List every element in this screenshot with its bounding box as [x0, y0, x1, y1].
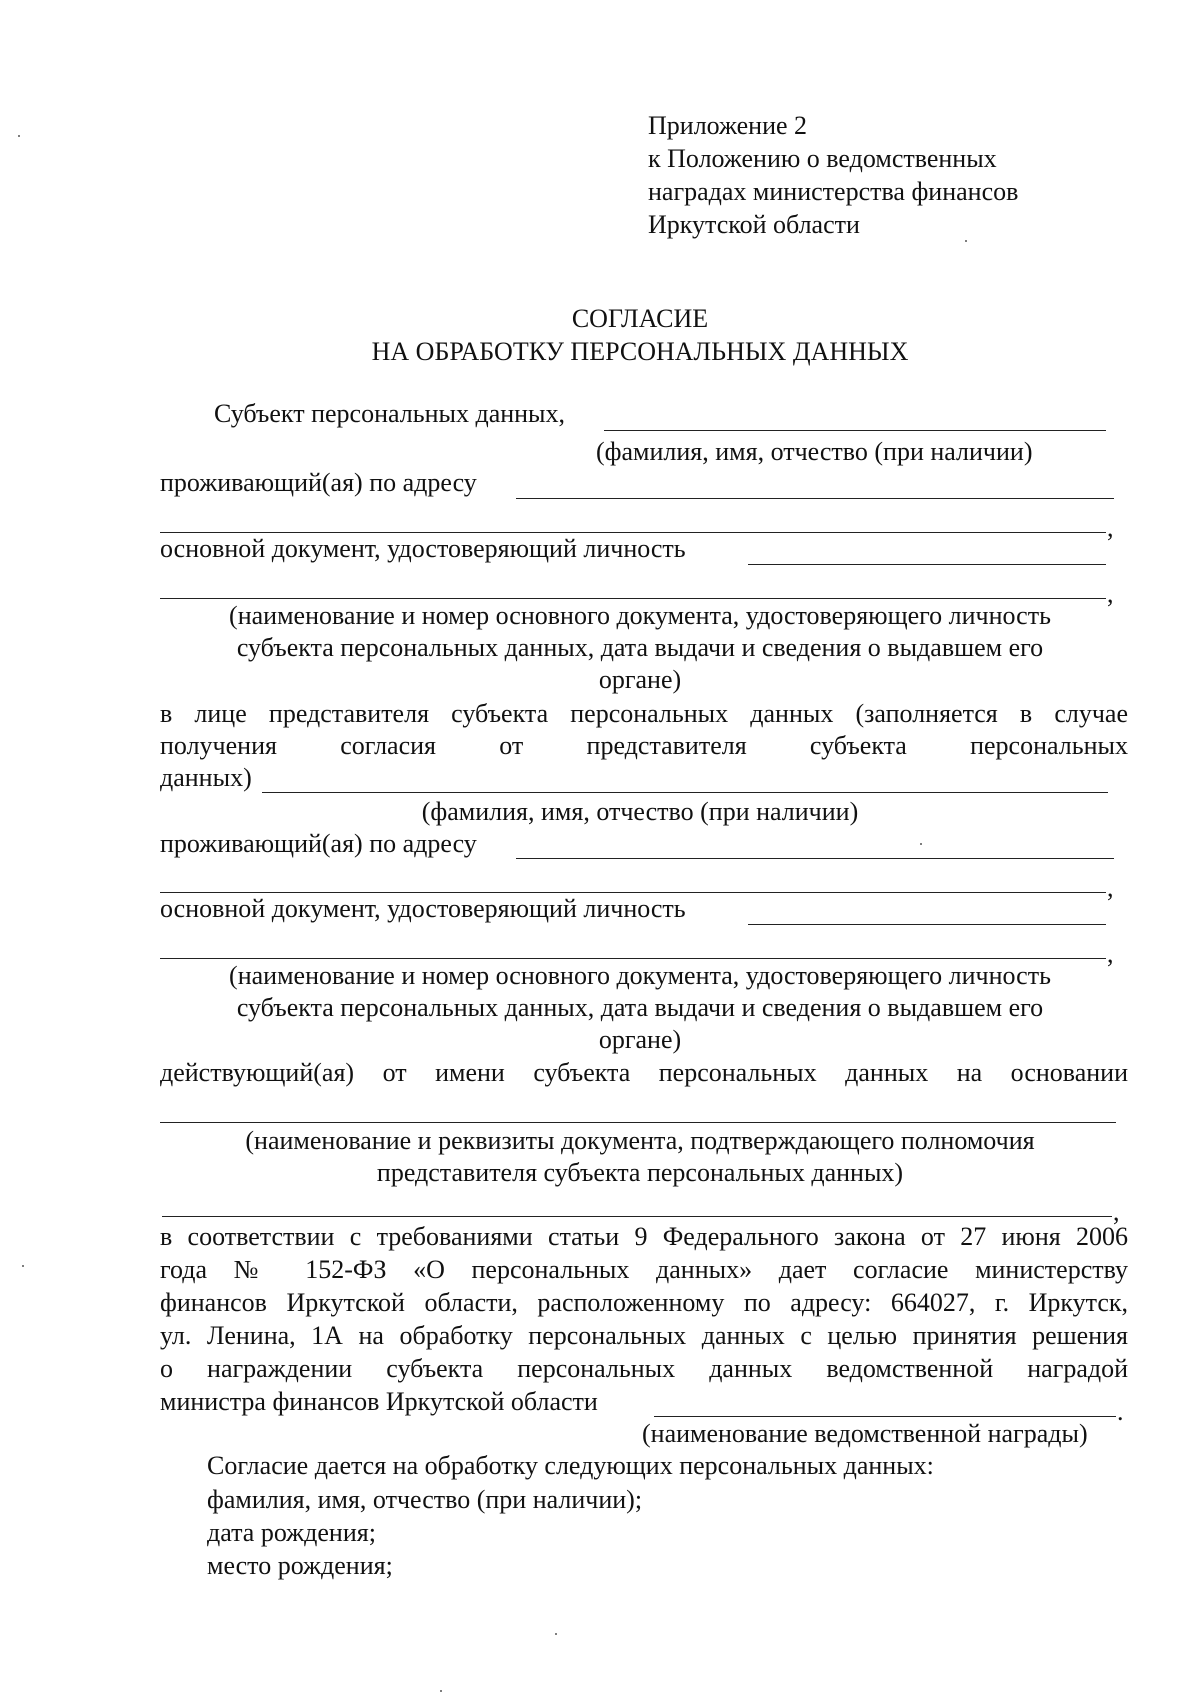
comma-3: ,	[1107, 873, 1114, 902]
rep-intro-3: данных)	[160, 763, 252, 792]
consent-line-6: министра финансов Иркутской области	[160, 1387, 598, 1416]
annex-line-3: наградах министерства финансов	[648, 177, 1019, 206]
subject-doc-hint-1: (наименование и номер основного документа, удостоверяющего личность	[229, 601, 1051, 630]
rep-basis-hint-1: (наименование и реквизиты документа, подтверждающего полномочия	[245, 1126, 1035, 1155]
annex-line-4: Иркутской области	[648, 210, 860, 239]
rep-doc-hint-3: органе)	[598, 1025, 682, 1054]
title-line-2: НА ОБРАБОТКУ ПЕРСОНАЛЬНЫХ ДАННЫХ	[371, 337, 909, 366]
rep-doc-label: основной документ, удостоверяющий личность	[160, 894, 686, 923]
comma-5: ,	[1113, 1197, 1120, 1226]
rep-intro-1: в лице представителя субъекта персональных данных (заполняется в случае	[160, 699, 1128, 728]
subject-doc-line-1[interactable]	[748, 564, 1106, 565]
list-item-3: место рождения;	[207, 1551, 393, 1580]
award-hint: (наименование ведомственной награды)	[642, 1419, 1088, 1448]
subject-doc-label: основной документ, удостоверяющий личность	[160, 534, 686, 563]
title-line-1: СОГЛАСИЕ	[571, 304, 709, 333]
subject-doc-line-2[interactable]	[160, 598, 1106, 599]
consent-line-4: ул. Ленина, 1А на обработку персональных данных с целью принятия решения	[160, 1321, 1128, 1350]
subject-label: Субъект персональных данных,	[214, 399, 566, 428]
subject-name-hint: (фамилия, имя, отчество (при наличии)	[596, 437, 1033, 466]
rep-address-line-1[interactable]	[516, 858, 1114, 859]
consent-line-5: о награждении субъекта персональных данных ведомственной наградой	[160, 1354, 1128, 1383]
scan-speck	[555, 1633, 557, 1635]
list-item-2: дата рождения;	[207, 1518, 376, 1547]
annex-line-1: Приложение 2	[648, 111, 808, 140]
comma-1: ,	[1107, 513, 1114, 542]
rep-doc-hint-2: субъекта персональных данных, дата выдачи и сведения о выдавшем его	[236, 993, 1044, 1022]
rep-doc-line-2[interactable]	[160, 958, 1106, 959]
scan-speck	[22, 1265, 24, 1267]
comma-2: ,	[1107, 579, 1114, 608]
rep-doc-line-1[interactable]	[748, 924, 1106, 925]
rep-basis-line[interactable]	[160, 1122, 1116, 1123]
subject-address-label: проживающий(ая) по адресу	[160, 468, 477, 497]
annex-line-2: к Положению о ведомственных	[648, 144, 997, 173]
rep-acting-line: действующий(ая) от имени субъекта персональных данных на основании	[160, 1058, 1128, 1087]
rep-name-hint: (фамилия, имя, отчество (при наличии)	[421, 797, 859, 826]
rep-address-label: проживающий(ая) по адресу	[160, 829, 477, 858]
comma-4: ,	[1107, 939, 1114, 968]
rep-doc-hint-1: (наименование и номер основного документа, удостоверяющего личность	[229, 961, 1051, 990]
award-name-line[interactable]	[654, 1416, 1116, 1417]
subject-name-line[interactable]	[604, 430, 1106, 431]
subject-address-line-1[interactable]	[516, 498, 1114, 499]
scan-speck	[18, 135, 20, 137]
scan-speck	[920, 843, 922, 845]
rep-basis-hint-2: представителя субъекта персональных данных)	[376, 1158, 904, 1187]
consent-line-1: в соответствии с требованиями статьи 9 Федерального закона от 27 июня 2006	[160, 1222, 1128, 1251]
consent-line-2: года № 152-ФЗ «О персональных данных» дает согласие министерству	[160, 1255, 1128, 1284]
subject-doc-hint-3: органе)	[598, 665, 682, 694]
scan-speck	[965, 240, 967, 242]
rep-extra-line[interactable]	[162, 1216, 1112, 1217]
rep-intro-2: получения согласия от представителя субъекта персональных	[160, 731, 1128, 760]
rep-name-line[interactable]	[262, 792, 1108, 793]
list-intro: Согласие дается на обработку следующих персональных данных:	[207, 1451, 934, 1480]
subject-doc-hint-2: субъекта персональных данных, дата выдачи и сведения о выдавшем его	[236, 633, 1044, 662]
period-1: .	[1117, 1397, 1124, 1426]
consent-line-3: финансов Иркутской области, расположенному по адресу: 664027, г. Иркутск,	[160, 1288, 1128, 1317]
list-item-1: фамилия, имя, отчество (при наличии);	[207, 1485, 643, 1514]
scan-speck	[440, 1690, 442, 1692]
